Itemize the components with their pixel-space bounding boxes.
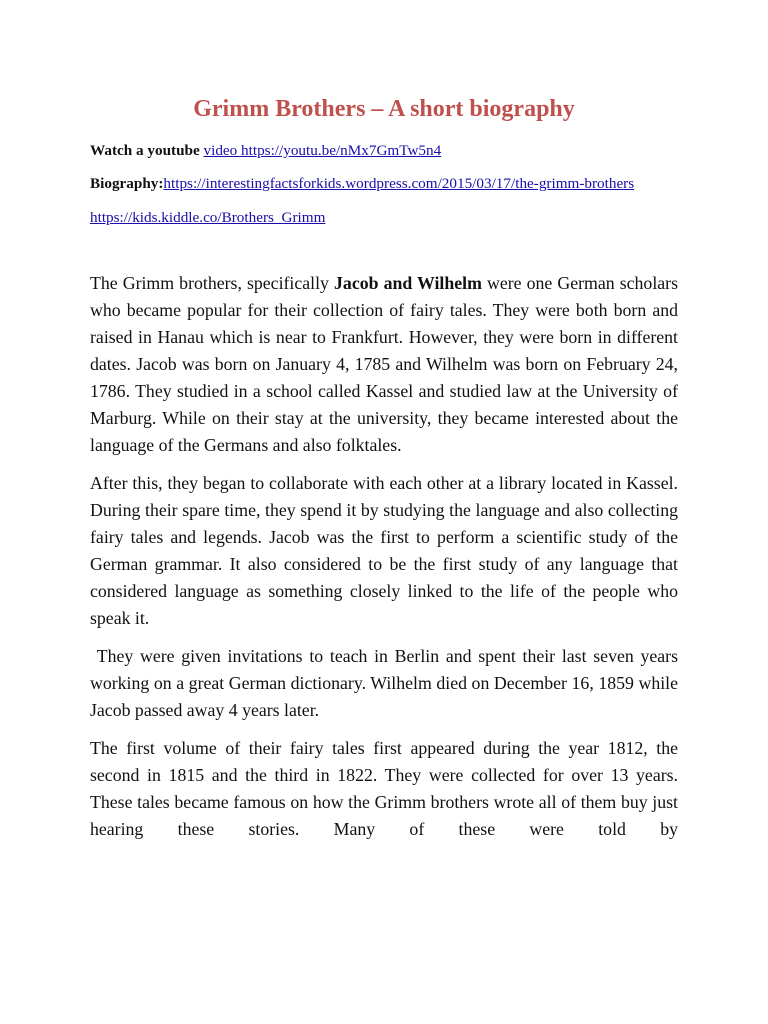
kiddle-line [90, 207, 678, 229]
watch-video-prefix: Watch a youtube [90, 142, 204, 159]
paragraph-2: After this, they began to collaborate with each other at a library located in Kassel. During their spare time, they spend it by studying the language and also collecting fairy tales and legends. Jacob was the first to perform a scientific study of the German grammar. It also considered to be the first study of any language that considered language as something closely linked to the life of the people who speak it. [90, 473, 678, 628]
paragraph-1-bold-names: Jacob and Wilhelm [334, 273, 482, 293]
watch-video-line [90, 140, 678, 162]
paragraph-4: The first volume of their fairy tales first appeared during the year 1812, the second in 1815 and the third in 1822. They were collected for over 13 years. These tales became famous on how the Grimm brothers wrote all of them buy just hearing these stories. Many of these were told by [90, 738, 678, 839]
kiddle-link[interactable]: https://kids.kiddle.co/Brothers_Grimm [90, 209, 326, 226]
paragraph-3: They were given invitations to teach in Berlin and spent their last seven years working on a great German dictionary. Wilhelm died on December 16, 1859 while Jacob passed away 4 years later. [90, 646, 683, 720]
document-title: Grimm Brothers – A short biography [193, 96, 575, 122]
paragraph-1-text-start: The Grimm brothers, specifically [90, 273, 335, 293]
paragraph-1-text-end: were one German scholars who became popular for their collection of fairy tales. They were both born and raised in Hanau which is near to Frankfurt. However, they were born in different dates. Jacob was born on January 4, 1785 and Wilhelm was born on February 24, 1786. They studied in a school called Kassel and studied law at the University of Marburg. While on their stay at the university, they became interested about the language of the Germans and also folktales. [90, 273, 678, 455]
paragraph-1 [90, 270, 678, 459]
youtube-video-link[interactable]: video https://youtu.be/nMx7GmTw5n4 [203, 142, 442, 159]
biography-line [90, 173, 678, 195]
biography-link[interactable]: https://interestingfactsforkids.wordpress.com/2015/03/17/the-grimm-brothers [163, 175, 635, 192]
biography-prefix: Biography: [90, 175, 164, 192]
